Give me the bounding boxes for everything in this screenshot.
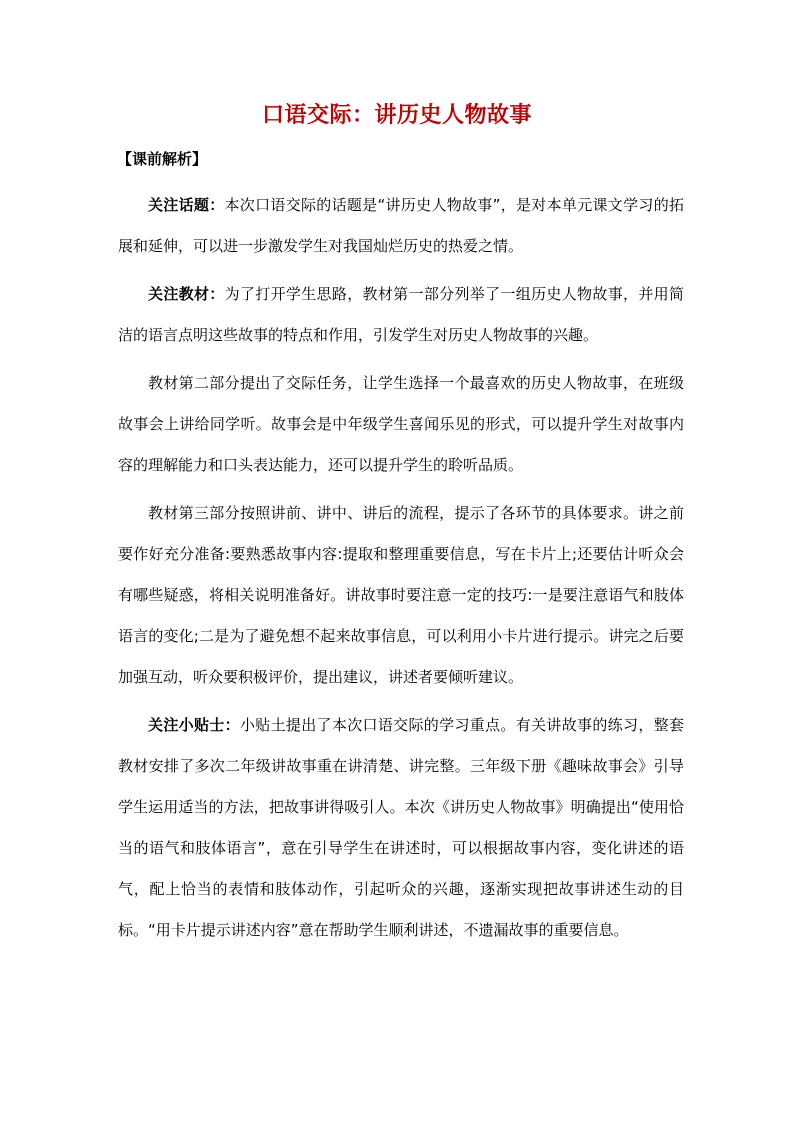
paragraph-text: 教材第二部分提出了交际任务，让学生选择一个最喜欢的历史人物故事，在班级故事会上讲给同学听。故事会是中年级学生喜闻乐见的形式，可以提升学生对故事内容的理解能力和口头表达能力，还可以提升学生的聆听品质。 (118, 374, 684, 474)
paragraph-text: 为了打开学生思路，教材第一部分列举了一组历史人物故事，并用简洁的语言点明这些故事的特点和作用，引发学生对历史人物故事的兴趣。 (118, 285, 684, 344)
paragraph-tips (118, 705, 684, 951)
paragraph-part-three (118, 493, 684, 698)
document-title: 口语交际：讲历史人物故事 (261, 103, 532, 128)
paragraph-text: 小贴土提出了本次口语交际的学习重点。有关讲故事的练习，整套教材安排了多次二年级讲故事重在讲清楚、讲完整。三年级下册《趣味故事会》引导学生运用适当的方法，把故事讲得吸引人。本次《讲历史人物故事》明确提出“使用恰当的语气和肢体语言”，意在引导学生在讲述时，可以根据故事内容，变化讲述的语气，配上恰当的表情和肢体动作，引起听众的兴趣，逐渐实现把故事讲述生动的目标。“用卡片提示讲述内容”意在帮助学生顺利讲述，不遗漏故事的重要信息。 (118, 716, 684, 939)
paragraph-label: 关注小贴士： (148, 716, 240, 734)
section-heading: 【课前解析】 (117, 150, 208, 168)
document-body (118, 185, 684, 958)
paragraph-label: 关注教材： (148, 285, 225, 303)
paragraph-part-two (118, 363, 684, 486)
paragraph-text: 本次口语交际的话题是“讲历史人物故事”，是对本单元课文学习的拓展和延伸，可以进一步激发学生对我国灿烂历史的热爱之情。 (118, 196, 684, 255)
paragraph-label: 关注话题： (148, 196, 225, 214)
paragraph-textbook (118, 274, 684, 356)
paragraph-topic (118, 185, 684, 267)
paragraph-text: 教材第三部分按照讲前、讲中、讲后的流程，提示了各环节的具体要求。讲之前要作好充分准备:要熟悉故事内容:提取和整理重要信息，写在卡片上;还要估计听众会有哪些疑惑，将相关说明准备好。讲故事时要注意一定的技巧:一是要注意语气和肢体语言的变化;二是为了避免想不起来故事信息，可以利用小卡片进行提示。讲完之后要加强互动，听众要积极评价，提出建议，讲述者要倾听建议。 (118, 504, 684, 686)
